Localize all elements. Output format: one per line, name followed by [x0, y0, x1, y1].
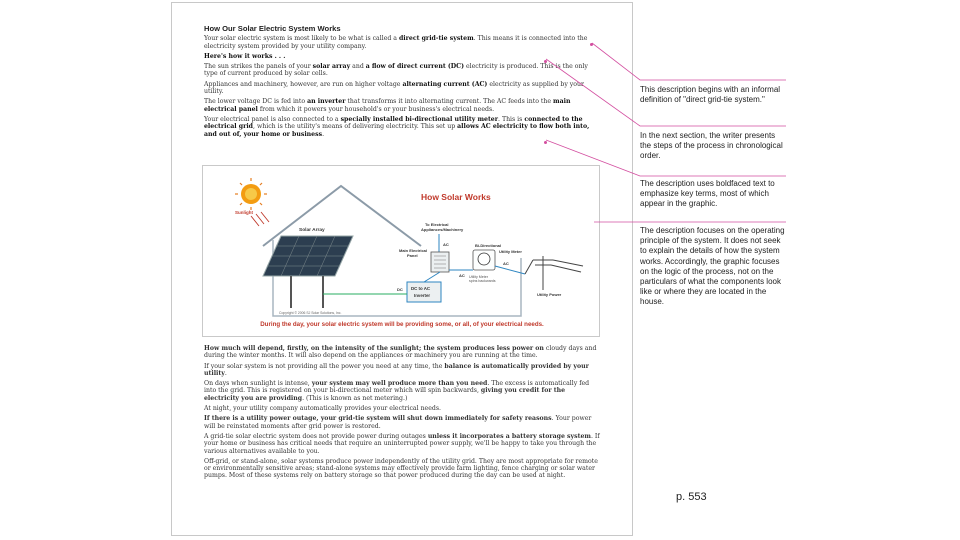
- solar-diagram-drawing: [203, 166, 601, 338]
- paragraph-amount: How much will depend, firstly, on the intensity of the sunlight; the system produces less power on cloudy days and during the winter months. It will also depend on the appliances or machinery you are running at the time.: [204, 345, 597, 360]
- ac-label-1: AC: [443, 242, 449, 247]
- annotation-marker-1: [590, 43, 593, 46]
- paragraph-definition: Your solar electric system is most likely to be what is called a direct grid-tie system. This means it is connected into the electricity system provided by your utility company.: [204, 35, 588, 50]
- annotation-note-3: The description uses boldfaced text to emphasize key terms, most of which appear in the graphic.: [640, 179, 775, 209]
- paragraph-night: At night, your utility company automatically provides your electrical needs.: [204, 405, 441, 413]
- sample-description: [204, 25, 600, 141]
- appliances-label: Appliances/Machinery: [421, 227, 464, 232]
- inverter-box: [407, 282, 441, 302]
- document-title: How Our Solar Electric System Works: [204, 24, 341, 33]
- paragraph-off-grid: Off-grid, or stand-alone, solar systems produce power independently of the utility grid. They are most appropriate for remote or environmentally sensitive areas; stand-alone systems may effectively provide farm lighting, fence charging or solar water pumps. Most of these systems rely on battery storage so that power produced during the day can be used at night.: [204, 457, 598, 480]
- ac-label-3: AC: [503, 261, 509, 266]
- bidirectional-label-1: Bi-Directional: [475, 243, 502, 248]
- main-electrical-panel: [431, 252, 449, 272]
- inverter-label-2: Inverter: [414, 293, 431, 298]
- sun-rays: [251, 212, 269, 226]
- ac-line-inverter-panel: [424, 272, 440, 282]
- paragraph-step-2: Appliances and machinery, however, are run on higher voltage alternating current (AC) electricity as supplied by your utility.: [204, 80, 584, 96]
- to-electrical-label: To Electrical: [425, 222, 449, 227]
- bidirectional-label-2: Utility Meter: [499, 249, 522, 254]
- ac-label-2: AC: [459, 273, 465, 278]
- dc-label: DC: [397, 287, 403, 292]
- heres-how-heading: Here's how it works . . .: [204, 52, 286, 60]
- solar-array: [263, 236, 353, 308]
- main-panel-label-2: Panel: [407, 253, 418, 258]
- annotation-marker-2: [544, 60, 547, 63]
- annotation-note-1: This description begins with an informal definition of "direct grid-tie system.": [640, 85, 781, 105]
- annotation-note-2: In the next section, the writer presents the steps of the process in chronological order.: [640, 131, 783, 161]
- paragraph-step-1: The sun strikes the panels of your solar array and a flow of direct current (DC) electricity is produced. This is the only type of current produced by solar cells.: [204, 63, 588, 78]
- solar-diagram: [202, 165, 600, 337]
- utility-power-label: Utility Power: [537, 292, 562, 297]
- paragraph-battery: A grid-tie solar electric system does not provide power during outages unless it incorporates a battery storage system. If your home or business has critical needs that require an uninterrupted power supply, we'll be happy to take you through the various alternatives available to you.: [204, 432, 600, 455]
- main-panel-label-1: Main Electrical: [399, 248, 428, 253]
- solar-array-label: Solar Array: [299, 228, 325, 233]
- annotation-marker-3: [544, 141, 547, 144]
- paragraph-balance: If your solar system is not providing all the power you need at any time, the balance is automatically provided by your utility.: [204, 362, 589, 377]
- sunlight-label: Sunlight: [235, 210, 253, 215]
- meter-note-2: spins backwards: [469, 279, 496, 283]
- page-number: p. 553: [676, 491, 707, 503]
- paragraph-outage: If there is a utility power outage, your grid-tie system will shut down immediately for safety reasons. Your power will be reinstated moments after grid power is restored.: [204, 415, 592, 430]
- paragraph-net-metering: On days when sunlight is intense, your system may well produce more than you need. The excess is automatically fed into the grid. This is registered on your bi-directional meter which will spin backwards, giving you credit for the electricity you are providing. (This is known as net metering.): [204, 380, 590, 402]
- copyright-text: Copyright © 2006 SJ Solar Solutions, Inc.: [279, 311, 342, 315]
- inverter-label-1: DC to AC: [411, 286, 431, 291]
- graphic-title: How Solar Works: [421, 192, 491, 202]
- meter-note-1: Utility Meter: [469, 275, 488, 279]
- annotation-note-4: The description focuses on the operating principle of the system. It does not seek to explain the details of how the system works. Accordingly, the graphic focuses on the logic of the process, not on the particulars of what the components look like or where they are located in the house.: [640, 226, 785, 307]
- utility-pole-icon: [525, 256, 583, 290]
- paragraph-step-3: The lower voltage DC is fed into an inverter that transforms it into alternating current. The AC feeds into the main electrical panel from which it powers your household's or your business's electrical needs.: [204, 98, 571, 113]
- paragraph-step-4: Your electrical panel is also connected to a specially installed bi-directional utility meter. This is connected to the electrical grid, which is the utility's means of delivering electricity. This set up allows AC electricity to flow both into, and out of, your home or business.: [204, 115, 590, 138]
- sample-description-continued: [204, 345, 600, 483]
- sun-icon: [235, 178, 267, 210]
- graphic-caption: During the day, your solar electric system will be providing some, or all, of your electrical needs.: [260, 321, 544, 328]
- textbook-page: [171, 2, 633, 536]
- meter-dial: [478, 253, 490, 265]
